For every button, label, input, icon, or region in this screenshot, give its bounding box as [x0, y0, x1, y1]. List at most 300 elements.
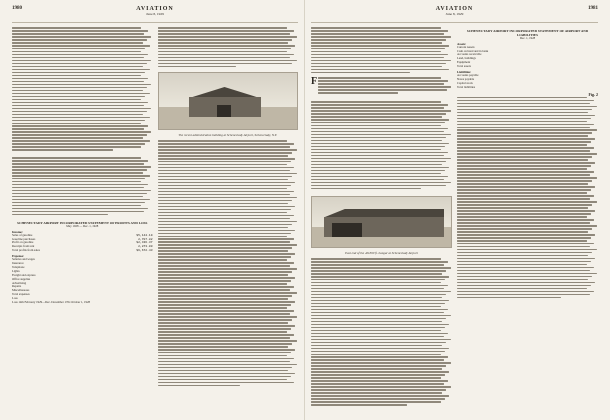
text-line: [457, 288, 587, 290]
text-line: [311, 368, 442, 370]
text-line: [158, 319, 293, 321]
text-line: [12, 81, 144, 83]
text-line: [457, 144, 587, 146]
text-line: [457, 237, 591, 239]
text-line: [158, 173, 297, 175]
text-line: [158, 176, 293, 178]
text-line: [457, 225, 597, 227]
text-line: [311, 285, 448, 287]
text-line: [158, 236, 287, 238]
text-line: [457, 127, 590, 129]
text-line: [12, 131, 151, 133]
text-line: [158, 271, 293, 273]
text-line: [158, 30, 294, 32]
text-line: [457, 216, 587, 218]
text-line: [311, 42, 442, 44]
text-line: [311, 282, 441, 284]
text-line: [311, 333, 448, 335]
right-liabilities-heading: Liabilities:: [457, 70, 472, 75]
text-line: [158, 346, 289, 348]
text-line: [457, 198, 590, 200]
expense-row-label: Total expenses: [12, 292, 30, 297]
text-line: [158, 379, 287, 381]
text-line: [158, 179, 289, 181]
text-line: [457, 106, 597, 108]
text-line: [311, 125, 441, 127]
text-line: [12, 134, 147, 136]
text-line: [12, 128, 144, 130]
text-line: [12, 87, 147, 89]
text-line: [158, 212, 287, 214]
text-line: [311, 161, 446, 163]
text-line: [311, 30, 448, 32]
text-line: [158, 170, 290, 172]
liability-row-label: Total liabilities: [457, 84, 476, 89]
text-line: [457, 100, 594, 102]
left-col1-paragraph: [12, 27, 153, 155]
text-line: [311, 386, 451, 388]
left-expense-heading: Expense:: [12, 254, 25, 259]
text-line: [457, 270, 590, 272]
text-line: [311, 60, 451, 62]
text-line: [158, 292, 297, 294]
text-line: [158, 206, 296, 208]
text-line: [311, 54, 448, 56]
right-running-head: [311, 6, 598, 23]
text-line: [457, 115, 595, 117]
right-col1-paragraph-2: [311, 101, 452, 193]
text-line: [12, 196, 143, 198]
text-line: [158, 33, 290, 35]
text-line: [158, 373, 296, 375]
text-line: [311, 264, 444, 266]
text-line: [318, 77, 441, 79]
expense-row-label: Repairs: [12, 284, 22, 289]
text-line: [158, 274, 289, 276]
text-line: [158, 36, 297, 38]
text-line: [158, 328, 291, 330]
text-line: [158, 301, 296, 303]
text-line: [457, 294, 590, 296]
text-line: [457, 279, 588, 281]
text-line: [158, 277, 296, 279]
text-line: [311, 273, 442, 275]
left-figure-caption: The recent administration building at Schenectady Airport, Schenectady, N.Y.: [178, 133, 278, 137]
text-line: [12, 190, 151, 192]
text-line: [12, 125, 148, 127]
text-line: [311, 392, 442, 394]
income-row-amount: $5,144.19: [136, 233, 153, 237]
text-line: [457, 264, 587, 266]
text-line: [311, 164, 442, 166]
text-line: [457, 162, 595, 164]
text-line: [311, 395, 449, 397]
expense-row-label: Insurance: [12, 261, 24, 266]
text-line: [311, 179, 444, 181]
right-dropcap-paragraph: [311, 77, 452, 99]
right-column-2: [457, 27, 598, 410]
text-line: [12, 178, 145, 180]
income-row-label: Receipts from rent: [12, 244, 35, 249]
right-col1-paragraph-3: [311, 258, 452, 408]
text-line: [158, 45, 296, 47]
left-col2-paragraph-2: [158, 140, 299, 390]
text-line: [311, 158, 451, 160]
text-line: [311, 327, 445, 329]
income-row-label: Profit on gasoline: [12, 240, 34, 245]
text-line: [12, 169, 147, 171]
text-line: [311, 330, 441, 332]
text-line: [311, 155, 444, 157]
right-statement-period: Dec. 1, 1928: [519, 36, 536, 40]
text-line: [457, 291, 594, 293]
right-assets-heading: Assets:: [457, 41, 467, 46]
left-statement: [12, 221, 153, 305]
text-line: [318, 89, 447, 91]
text-line: [311, 152, 448, 154]
text-line: [457, 121, 587, 123]
text-line: [158, 224, 293, 226]
income-row-amount: $2,436.37: [136, 241, 153, 245]
text-line: [158, 66, 237, 68]
text-line: [311, 69, 449, 71]
income-row: [12, 249, 153, 253]
text-line: [311, 143, 449, 145]
text-line: [12, 208, 148, 210]
text-line: [158, 253, 296, 255]
left-journal-header: [136, 6, 173, 16]
text-line: [12, 51, 141, 53]
text-line: [158, 382, 294, 384]
text-line: [158, 361, 290, 363]
text-line: [457, 186, 595, 188]
text-line: [158, 209, 291, 211]
text-line: [457, 246, 590, 248]
text-line: [158, 164, 287, 166]
text-line: [457, 129, 597, 131]
left-column-1: [12, 27, 153, 392]
text-line: [158, 140, 287, 142]
text-line: [311, 116, 442, 118]
text-line: [12, 184, 148, 186]
asset-row-label: Land, buildings: [457, 56, 476, 61]
expense-row-label: Freight and express: [12, 272, 36, 277]
text-line: [158, 197, 297, 199]
text-line: [311, 146, 445, 148]
text-line: [457, 183, 588, 185]
text-line: [12, 102, 148, 104]
text-line: [457, 141, 591, 143]
text-line: [158, 143, 294, 145]
text-line: [457, 219, 594, 221]
text-line: [158, 367, 293, 369]
asset-row-label: Cash on hand and in bank: [457, 48, 489, 53]
text-line: [12, 211, 144, 213]
text-line: [311, 170, 445, 172]
text-line: [311, 306, 441, 308]
text-line: [158, 295, 293, 297]
text-line: [158, 42, 289, 44]
right-figure-caption: East end of the 40x300 ft. hangar at Schenectady Airport: [345, 251, 418, 255]
text-line: [457, 135, 588, 137]
text-line: [457, 156, 592, 158]
text-line: [158, 221, 297, 223]
text-line: [311, 176, 448, 178]
right-statement-title: SCHENECTADY AIRPORT INCORPORATED STATEMENT OF AIRPORT AND LIABILITIES: [466, 29, 589, 37]
text-line: [12, 137, 143, 139]
left-journal-title: AVIATION: [136, 6, 174, 12]
text-line: [12, 96, 145, 98]
left-income-rows: [12, 234, 153, 254]
text-line: [311, 276, 449, 278]
text-line: [457, 168, 587, 170]
text-line: [158, 364, 297, 366]
left-running-head: [12, 6, 298, 23]
text-line: [158, 63, 293, 65]
left-loss-note: Loss 14th February 1929—Dec. December 17th October 1, 1928: [12, 300, 90, 305]
text-line: [311, 48, 445, 50]
text-line: [457, 222, 590, 224]
text-line: [457, 252, 592, 254]
text-line: [457, 201, 597, 203]
left-col1-paragraph-2: [12, 157, 153, 219]
text-line: [12, 149, 113, 151]
text-line: [158, 194, 290, 196]
text-line: [311, 57, 444, 59]
right-asset-rows: [457, 46, 598, 69]
text-line: [12, 181, 141, 183]
expense-row-label: Office supplies: [12, 276, 31, 281]
text-line: [311, 45, 449, 47]
text-line: [311, 297, 442, 299]
text-line: [457, 267, 594, 269]
text-line: [311, 149, 441, 151]
text-line: [158, 259, 287, 261]
text-line: [12, 117, 150, 119]
left-statement-title: SCHENECTADY AIRPORT INCORPORATED STATEMENT OF PROFITS AND LOSS: [17, 221, 148, 225]
text-line: [158, 51, 287, 53]
text-line: [158, 280, 291, 282]
text-line: [311, 300, 449, 302]
hangar-photo: [311, 196, 452, 248]
text-line: [311, 63, 446, 65]
right-journal-title: AVIATION: [435, 6, 474, 12]
expense-row-label: Salaries and wages: [12, 257, 35, 262]
text-line: [158, 322, 289, 324]
text-line: [457, 204, 592, 206]
text-line: [158, 376, 291, 378]
right-col2-paragraph: [457, 97, 598, 303]
text-line: [457, 231, 588, 233]
text-line: [158, 27, 287, 29]
right-col1-paragraph: [311, 27, 452, 75]
text-line: [158, 250, 289, 252]
text-line: [158, 155, 289, 157]
text-line: [12, 57, 144, 59]
text-line: [158, 313, 290, 315]
text-line: [158, 244, 297, 246]
text-line: [12, 172, 143, 174]
left-journal-date: June 8, 1929: [146, 12, 164, 16]
text-line: [457, 273, 597, 275]
text-line: [12, 166, 151, 168]
text-line: [318, 86, 451, 88]
text-line: [311, 374, 445, 376]
left-statement-period: May 1928 — Dec. 1, 1928: [66, 224, 99, 228]
text-line: [12, 42, 143, 44]
text-line: [311, 348, 449, 350]
text-line: [311, 66, 442, 68]
text-line: [158, 325, 296, 327]
income-row-amount: 2,873.00: [138, 245, 153, 249]
text-line: [311, 258, 441, 260]
text-line: [12, 72, 145, 74]
text-line: [311, 318, 446, 320]
text-line: [158, 262, 294, 264]
text-line: [311, 137, 446, 139]
asset-row-label: Accounts receivable: [457, 52, 482, 57]
text-line: [457, 195, 594, 197]
text-line: [311, 122, 445, 124]
text-line: [457, 97, 587, 99]
income-row-label: Total profits from sales: [12, 248, 40, 253]
right-page: [305, 0, 610, 420]
text-line: [311, 107, 444, 109]
text-line: [457, 109, 592, 111]
text-line: [12, 63, 147, 65]
right-statement: [457, 29, 598, 90]
text-line: [311, 182, 451, 184]
text-line: [158, 385, 241, 387]
text-line: [12, 111, 147, 113]
text-line: [311, 336, 444, 338]
text-line: [311, 101, 441, 103]
text-line: [311, 389, 446, 391]
text-line: [158, 349, 296, 351]
text-line: [12, 123, 141, 125]
text-line: [311, 294, 446, 296]
text-line: [158, 268, 297, 270]
text-line: [311, 398, 445, 400]
text-line: [457, 258, 595, 260]
text-line: [311, 173, 441, 175]
text-line: [311, 339, 451, 341]
text-line: [457, 112, 588, 114]
text-line: [12, 140, 150, 142]
text-line: [311, 359, 444, 361]
liability-row: [457, 86, 598, 90]
text-line: [311, 279, 445, 281]
expense-row-label: Telephone: [12, 264, 25, 269]
text-line: [457, 207, 588, 209]
text-line: [12, 163, 144, 165]
text-line: [311, 312, 444, 314]
text-line: [311, 33, 444, 35]
text-line: [311, 380, 448, 382]
text-line: [158, 340, 297, 342]
text-line: [457, 243, 594, 245]
text-line: [457, 285, 591, 287]
text-line: [158, 146, 290, 148]
text-line: [12, 202, 145, 204]
text-line: [158, 149, 297, 151]
text-line: [12, 193, 147, 195]
text-line: [318, 80, 448, 82]
right-column-1: [311, 27, 452, 410]
text-line: [158, 352, 291, 354]
text-line: [12, 105, 144, 107]
expense-row-label: Miscellaneous: [12, 288, 30, 293]
text-line: [158, 370, 289, 372]
text-line: [457, 282, 595, 284]
text-line: [158, 343, 293, 345]
text-line: [457, 261, 591, 263]
text-line: [457, 124, 594, 126]
text-line: [158, 182, 296, 184]
asset-row-label: Current Assets: [457, 44, 475, 49]
text-line: [158, 283, 287, 285]
text-line: [158, 337, 290, 339]
text-line: [12, 36, 151, 38]
text-line: [311, 128, 448, 130]
text-line: [12, 33, 144, 35]
text-line: [457, 103, 590, 105]
income-row-label: Sales of gasoline: [12, 232, 33, 237]
text-line: [457, 255, 588, 257]
text-line: [311, 356, 448, 358]
text-line: [12, 120, 145, 122]
text-line: [311, 291, 451, 293]
right-page-number: 1981: [587, 6, 598, 11]
liability-row-label: Accounts payable: [457, 73, 479, 78]
text-line: [311, 39, 446, 41]
text-line: [12, 45, 150, 47]
left-col2-paragraph: [158, 27, 299, 69]
text-line: [158, 191, 294, 193]
text-line: [311, 51, 441, 53]
text-line: [158, 161, 291, 163]
text-line: [311, 119, 449, 121]
left-income-heading: Income:: [12, 229, 23, 234]
text-line: [311, 134, 451, 136]
text-line: [158, 227, 289, 229]
text-line: [158, 307, 287, 309]
text-line: [311, 303, 445, 305]
text-line: [158, 358, 294, 360]
text-line: [12, 93, 150, 95]
asset-row: [457, 65, 598, 69]
text-line: [311, 371, 449, 373]
right-dropcap-text: [318, 77, 452, 97]
text-line: [457, 228, 592, 230]
text-line: [311, 72, 410, 74]
text-line: [158, 203, 289, 205]
text-line: [12, 30, 148, 32]
text-line: [12, 27, 141, 29]
expense-row-label: Advertising: [12, 280, 27, 285]
text-line: [318, 92, 398, 94]
text-line: [457, 240, 587, 242]
text-line: [158, 310, 294, 312]
text-line: [311, 36, 451, 38]
text-line: [158, 316, 297, 318]
text-line: [12, 214, 108, 216]
text-line: [158, 355, 287, 357]
text-line: [158, 265, 290, 267]
text-line: [311, 140, 442, 142]
text-line: [311, 261, 448, 263]
text-line: [12, 160, 148, 162]
